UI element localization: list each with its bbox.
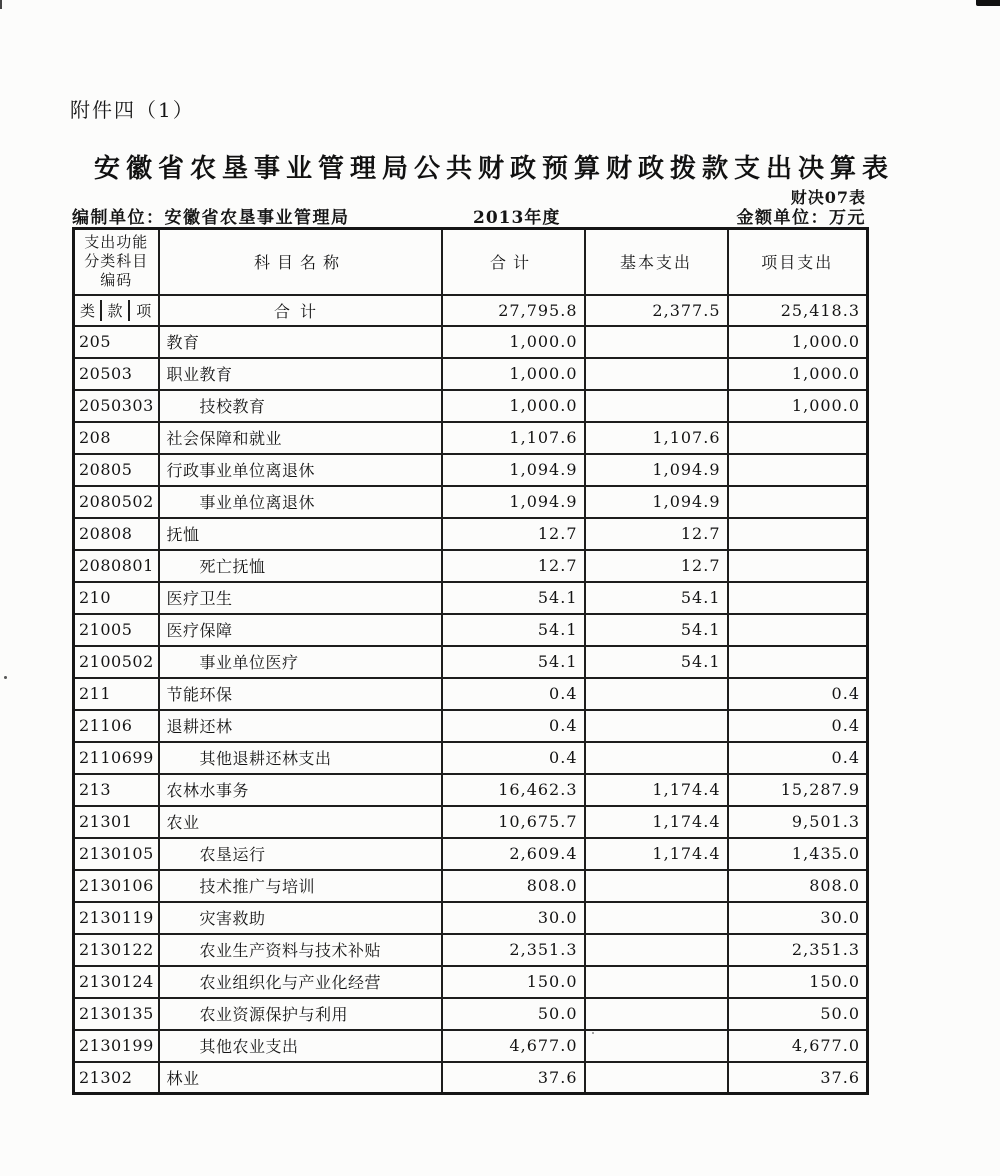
cell-total: 12.7 [442, 518, 585, 550]
cell-code: 211 [74, 678, 159, 710]
cell-name: 其他农业支出 [159, 1030, 442, 1062]
cell-name: 节能环保 [159, 678, 442, 710]
cell-total: 30.0 [442, 902, 585, 934]
prepared-by-value: 安徽省农垦事业管理局 [164, 208, 350, 228]
cell-code: 2130119 [74, 902, 159, 934]
cell-project [728, 486, 868, 518]
cell-total: 4,677.0 [442, 1030, 585, 1062]
table-row [74, 422, 868, 454]
cell-total: 2,609.4 [442, 838, 585, 870]
cell-total: 1,094.9 [442, 454, 585, 486]
scan-artifact-top-right [976, 0, 1000, 6]
cell-name: 医疗卫生 [159, 582, 442, 614]
cell-basic [585, 966, 728, 998]
table-row [74, 966, 868, 998]
cell-basic [585, 870, 728, 902]
cell-basic: 1,094.9 [585, 454, 728, 486]
table-row [74, 742, 868, 774]
code-group-line2: 分类科目 [84, 252, 149, 271]
cell-basic [585, 1030, 728, 1062]
cell-code: 20808 [74, 518, 159, 550]
cell-project [728, 582, 868, 614]
table-info-line [72, 203, 866, 228]
cell-name: 退耕还林 [159, 710, 442, 742]
table-header-row [74, 229, 868, 295]
cell-code: 2110699 [74, 742, 159, 774]
cell-basic: 54.1 [585, 582, 728, 614]
cell-total: 0.4 [442, 742, 585, 774]
cell-name: 社会保障和就业 [159, 422, 442, 454]
expenditure-table [72, 227, 869, 1095]
cell-name: 农垦运行 [159, 838, 442, 870]
cell-basic: 1,094.9 [585, 486, 728, 518]
cell-total: 1,000.0 [442, 390, 585, 422]
cell-total: 0.4 [442, 710, 585, 742]
table-row [74, 358, 868, 390]
code-subheader-cell [74, 295, 159, 326]
cell-name: 技术推广与培训 [159, 870, 442, 902]
cell-basic [585, 710, 728, 742]
cell-project [728, 550, 868, 582]
table-row [74, 550, 868, 582]
cell-basic [585, 390, 728, 422]
cell-basic: 54.1 [585, 646, 728, 678]
cell-project [728, 614, 868, 646]
cell-total: 0.4 [442, 678, 585, 710]
col-header-total: 合计 [442, 229, 585, 295]
cell-basic: 12.7 [585, 518, 728, 550]
cell-name: 教育 [159, 326, 442, 358]
grand-total-project: 25,418.3 [728, 295, 868, 326]
cell-code: 2130122 [74, 934, 159, 966]
cell-name: 行政事业单位离退休 [159, 454, 442, 486]
form-code-label: 财决07表 [790, 188, 866, 207]
table-row [74, 902, 868, 934]
cell-project: 1,000.0 [728, 326, 868, 358]
table-row [74, 806, 868, 838]
table-row [74, 614, 868, 646]
cell-code: 2130124 [74, 966, 159, 998]
cell-basic [585, 1062, 728, 1094]
table-row [74, 582, 868, 614]
cell-name: 农林水事务 [159, 774, 442, 806]
code-sub-item: 项 [136, 301, 152, 320]
cell-project: 808.0 [728, 870, 868, 902]
table-row [74, 326, 868, 358]
scan-speck-left-margin [4, 676, 7, 679]
cell-name: 林业 [159, 1062, 442, 1094]
cell-total: 54.1 [442, 582, 585, 614]
code-sub-class: 类 [75, 300, 102, 321]
cell-project [728, 422, 868, 454]
cell-total: 150.0 [442, 966, 585, 998]
cell-name: 职业教育 [159, 358, 442, 390]
cell-basic [585, 902, 728, 934]
cell-code: 21106 [74, 710, 159, 742]
cell-code: 21005 [74, 614, 159, 646]
cell-code: 2130106 [74, 870, 159, 902]
cell-name: 农业 [159, 806, 442, 838]
cell-total: 1,107.6 [442, 422, 585, 454]
cell-total: 54.1 [442, 646, 585, 678]
cell-name: 事业单位医疗 [159, 646, 442, 678]
cell-basic [585, 326, 728, 358]
cell-code: 205 [74, 326, 159, 358]
cell-name: 技校教育 [159, 390, 442, 422]
cell-name: 事业单位离退休 [159, 486, 442, 518]
cell-project: 1,000.0 [728, 358, 868, 390]
cell-code: 2130105 [74, 838, 159, 870]
cell-code: 21301 [74, 806, 159, 838]
cell-basic [585, 742, 728, 774]
attachment-label: 附件四（1） [70, 98, 195, 122]
cell-name: 农业组织化与产业化经营 [159, 966, 442, 998]
code-sub-section: 款 [102, 300, 130, 321]
col-header-basic-expenditure: 基本支出 [585, 229, 728, 295]
table-row [74, 518, 868, 550]
cell-project: 1,435.0 [728, 838, 868, 870]
cell-name: 农业生产资料与技术补贴 [159, 934, 442, 966]
cell-basic [585, 998, 728, 1030]
cell-total: 54.1 [442, 614, 585, 646]
cell-code: 20805 [74, 454, 159, 486]
code-group-line1: 支出功能 [84, 233, 149, 252]
cell-project: 0.4 [728, 710, 868, 742]
cell-name: 医疗保障 [159, 614, 442, 646]
cell-code: 208 [74, 422, 159, 454]
cell-project: 37.6 [728, 1062, 868, 1094]
cell-project [728, 454, 868, 486]
cell-project: 4,677.0 [728, 1030, 868, 1062]
cell-total: 12.7 [442, 550, 585, 582]
cell-project: 9,501.3 [728, 806, 868, 838]
col-header-function-code [74, 229, 159, 295]
cell-code: 2130199 [74, 1030, 159, 1062]
grand-total-row [74, 295, 868, 326]
cell-name: 死亡抚恤 [159, 550, 442, 582]
cell-code: 213 [74, 774, 159, 806]
cell-name: 其他退耕还林支出 [159, 742, 442, 774]
table-row [74, 1030, 868, 1062]
cell-project: 150.0 [728, 966, 868, 998]
table-row [74, 870, 868, 902]
amount-unit-label: 金额单位：万元 [736, 208, 866, 228]
fiscal-year: 2013年度 [473, 208, 561, 228]
cell-total: 37.6 [442, 1062, 585, 1094]
cell-total: 808.0 [442, 870, 585, 902]
col-header-project-expenditure: 项目支出 [728, 229, 868, 295]
cell-total: 1,000.0 [442, 326, 585, 358]
col-header-subject-name: 科目名称 [159, 229, 442, 295]
cell-code: 2100502 [74, 646, 159, 678]
scan-speck-lower [592, 1032, 594, 1034]
cell-code: 2080801 [74, 550, 159, 582]
cell-basic: 1,107.6 [585, 422, 728, 454]
table-row [74, 678, 868, 710]
cell-total: 2,351.3 [442, 934, 585, 966]
cell-total: 10,675.7 [442, 806, 585, 838]
cell-code: 210 [74, 582, 159, 614]
cell-project: 2,351.3 [728, 934, 868, 966]
prepared-by-label: 编制单位： [72, 208, 165, 228]
table-row [74, 486, 868, 518]
cell-project: 1,000.0 [728, 390, 868, 422]
cell-name: 农业资源保护与利用 [159, 998, 442, 1030]
cell-name: 灾害救助 [159, 902, 442, 934]
table-row [74, 838, 868, 870]
grand-total-label: 合计 [159, 295, 442, 326]
page-title: 安徽省农垦事业管理局公共财政预算财政拨款支出决算表 [94, 154, 895, 184]
cell-basic: 54.1 [585, 614, 728, 646]
cell-code: 2130135 [74, 998, 159, 1030]
grand-total-total: 27,795.8 [442, 295, 585, 326]
cell-project: 30.0 [728, 902, 868, 934]
table-row [74, 1062, 868, 1094]
cell-basic [585, 934, 728, 966]
cell-basic: 1,174.4 [585, 806, 728, 838]
cell-project [728, 518, 868, 550]
cell-code: 2080502 [74, 486, 159, 518]
table-row [74, 998, 868, 1030]
cell-basic [585, 358, 728, 390]
cell-code: 2050303 [74, 390, 159, 422]
table-row [74, 934, 868, 966]
prepared-by [72, 203, 350, 228]
cell-basic: 1,174.4 [585, 838, 728, 870]
cell-project: 0.4 [728, 742, 868, 774]
cell-name: 抚恤 [159, 518, 442, 550]
cell-project: 0.4 [728, 678, 868, 710]
cell-project: 50.0 [728, 998, 868, 1030]
cell-code: 20503 [74, 358, 159, 390]
grand-total-basic: 2,377.5 [585, 295, 728, 326]
table-row [74, 454, 868, 486]
cell-total: 50.0 [442, 998, 585, 1030]
table-row [74, 774, 868, 806]
cell-code: 21302 [74, 1062, 159, 1094]
code-group-line3: 编码 [100, 271, 133, 290]
cell-total: 1,000.0 [442, 358, 585, 390]
cell-basic: 12.7 [585, 550, 728, 582]
cell-total: 1,094.9 [442, 486, 585, 518]
cell-basic [585, 678, 728, 710]
table-row [74, 390, 868, 422]
cell-project: 15,287.9 [728, 774, 868, 806]
table-row [74, 646, 868, 678]
table-row [74, 710, 868, 742]
cell-total: 16,462.3 [442, 774, 585, 806]
cell-basic: 1,174.4 [585, 774, 728, 806]
cell-project [728, 646, 868, 678]
scan-artifact-top-left [0, 0, 2, 9]
